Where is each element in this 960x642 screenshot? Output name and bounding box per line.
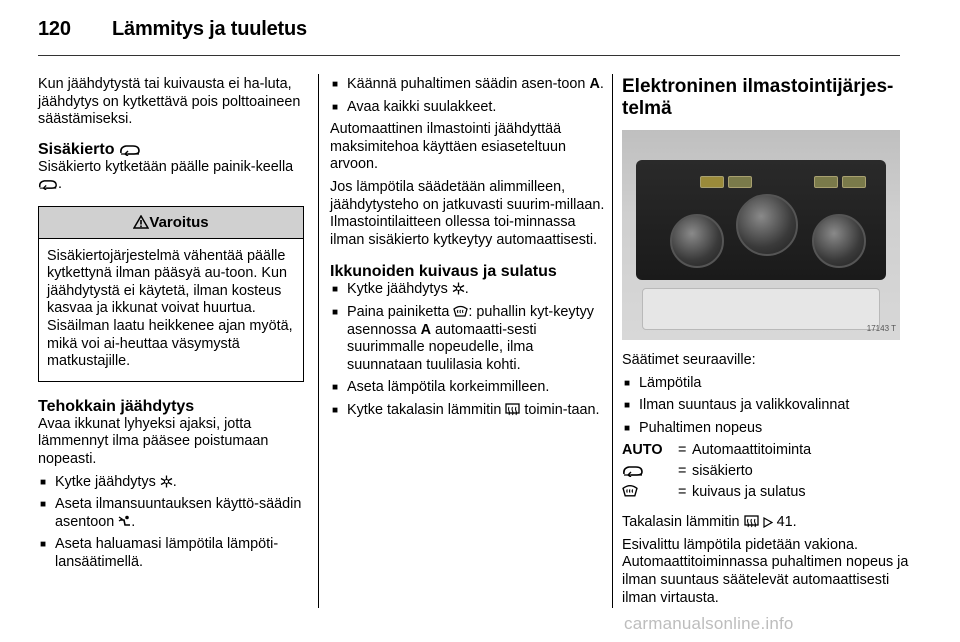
recirculation-button bbox=[728, 176, 752, 188]
list-item: ■ Aseta ilmansuuntauksen käyttö-säädin asentoon . bbox=[38, 496, 304, 531]
recirculation-text: Sisäkierto kytketään päälle painik-keella . bbox=[38, 158, 294, 193]
recirculation-icon bbox=[622, 465, 644, 477]
warning-triangle-icon bbox=[133, 215, 149, 229]
header-rule bbox=[38, 55, 900, 56]
defrost-icon bbox=[453, 305, 468, 318]
legend-table bbox=[622, 442, 811, 504]
figure-label: 17143 T bbox=[866, 324, 896, 334]
legend-row bbox=[622, 484, 811, 505]
page-number: 120 bbox=[38, 18, 71, 40]
defrost-button bbox=[814, 176, 838, 188]
warning-title: Varoitus bbox=[149, 213, 209, 231]
column-divider bbox=[612, 74, 613, 608]
list-item: ■ Lämpötila bbox=[622, 375, 912, 393]
legend-key bbox=[622, 484, 678, 505]
air-distribution-icon bbox=[118, 515, 131, 528]
ac-snowflake-icon bbox=[160, 475, 173, 488]
legend-sep: = bbox=[678, 462, 687, 479]
list-item: ■ Kytke jäähdytys . bbox=[38, 474, 304, 492]
column-1 bbox=[38, 76, 304, 576]
rear-window-heater-icon bbox=[744, 515, 759, 528]
column-divider bbox=[318, 74, 319, 608]
legend-row bbox=[622, 463, 811, 484]
warning-body: Sisäkiertojärjestelmä vähentää päälle kytkettynä ilman pääsyä au-toon. Kun jäähdytystä ei käytetä, ilman kosteus kasvaa ja ikkunat voivat huurtua. Sisäilman laatu heikkenee ajan myötä, mikä voi ai-heuttaa väsymystä matkustajille. bbox=[47, 247, 293, 370]
legend-key: AUTO bbox=[622, 442, 663, 459]
section-heading: Elektroninen ilmastointijärjes-telmä bbox=[622, 76, 894, 119]
watermark: carmanualsonline.info bbox=[624, 614, 794, 633]
rear-window-heater-icon bbox=[505, 403, 520, 416]
climate-control-panel-image bbox=[622, 130, 900, 340]
air-distribution-knob bbox=[736, 194, 798, 256]
control-panel bbox=[636, 160, 886, 280]
list-item: ■ Aseta lämpötila korkeimmilleen. bbox=[330, 379, 606, 397]
list-item: ■ Aseta haluamasi lämpötila lämpöti-lansäätimellä. bbox=[38, 536, 304, 571]
page-title: Lämmitys ja tuuletus bbox=[112, 18, 307, 40]
page-reference-arrow-icon bbox=[763, 517, 773, 528]
temperature-knob bbox=[670, 214, 724, 268]
legend-row bbox=[622, 442, 811, 463]
rear-heater-reference: Takalasin lämmitin 41. bbox=[622, 514, 797, 531]
paragraph: Automaattinen ilmastointi jäähdyttää maksimitehoa käyttäen esiaseteltuun arvoon. bbox=[330, 121, 566, 173]
ac-snowflake-icon bbox=[452, 282, 465, 295]
rear-heater-button bbox=[842, 176, 866, 188]
list-item: ■ Paina painiketta : puhallin kyt-keytyy asennossa A automaatti-sesti suurimmalle nopeudelle, ilma suunnataan tuulilasia kohti. bbox=[330, 304, 606, 374]
legend-sep: = bbox=[678, 442, 687, 459]
legend-desc: kuivaus ja sulatus bbox=[692, 483, 806, 500]
list-item: ■ Kytke takalasin lämmitin toimin-taan. bbox=[330, 402, 606, 420]
page-header bbox=[38, 18, 307, 41]
list-item: ■ Avaa kaikki suulakkeet. bbox=[330, 99, 606, 117]
recirculation-icon bbox=[38, 179, 58, 190]
list-item: ■ Käännä puhaltimen säädin asen-toon A. bbox=[330, 76, 606, 94]
legend-key bbox=[622, 463, 678, 484]
fan-speed-knob bbox=[812, 214, 866, 268]
paragraph: Jos lämpötila säädetään alimmilleen, jäähdytysteho on jatkuvasti suurim-millaan. Ilmastointilaitteen ollessa toi-minnassa ilman sisäkierto kytkeytyy automaattisesti. bbox=[330, 178, 605, 248]
defrost-heading: Ikkunoiden kuivaus ja sulatus bbox=[330, 263, 557, 281]
list-item: ■ Puhaltimen nopeus bbox=[622, 420, 912, 438]
controls-intro: Säätimet seuraaville: bbox=[622, 352, 756, 368]
recirculation-heading: Sisäkierto bbox=[38, 141, 304, 159]
final-paragraph: Esivalittu lämpötila pidetään vakiona. Automaattitoiminnassa puhaltimen nopeus ja ilman suuntaus säätelevät automaattisesti ilman virtausta. bbox=[622, 536, 909, 606]
legend-desc: sisäkierto bbox=[692, 462, 753, 479]
column-3 bbox=[622, 76, 912, 612]
defrost-icon bbox=[622, 484, 638, 498]
warning-box bbox=[38, 206, 304, 382]
intro-text: Kun jäähdytystä tai kuivausta ei ha-luta, jäähdytys on kytkettävä pois polttoaineen säästämiseksi. bbox=[38, 76, 301, 128]
column-2 bbox=[330, 76, 606, 425]
list-item: ■ Ilman suuntaus ja valikkovalinnat bbox=[622, 397, 912, 415]
warning-header bbox=[39, 207, 303, 239]
cooling-text: Avaa ikkunat lyhyeksi ajaksi, jotta lämmennyt ilma pääsee poistumaan nopeasti. bbox=[38, 415, 269, 467]
recirculation-icon bbox=[119, 144, 141, 156]
auto-button bbox=[700, 176, 724, 188]
lower-panel bbox=[642, 288, 880, 330]
legend-sep: = bbox=[678, 483, 687, 500]
legend-desc: Automaattitoiminta bbox=[692, 442, 812, 459]
list-item: ■ Kytke jäähdytys . bbox=[330, 281, 606, 299]
cooling-heading: Tehokkain jäähdytys bbox=[38, 397, 195, 415]
